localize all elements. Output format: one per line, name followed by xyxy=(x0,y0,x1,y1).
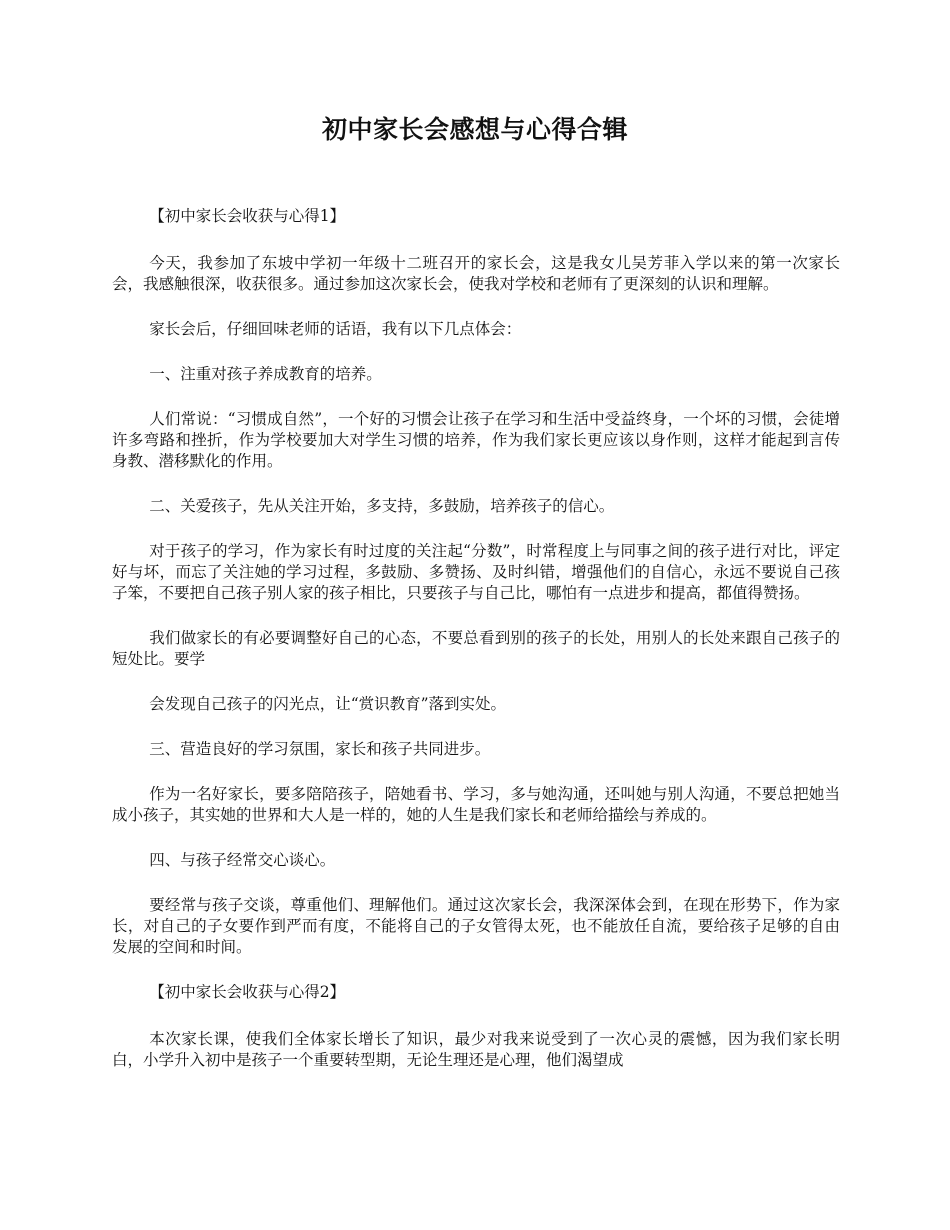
paragraph: 作为一名好家长，要多陪陪孩子，陪她看书、学习，多与她沟通，还叫她与别人沟通，不要总把她当成小孩子，其实她的世界和大人是一样的，她的人生是我们家长和老师给描绘与养成的。 xyxy=(112,785,840,824)
paragraph: 我们做家长的有必要调整好自己的心态，不要总看到别的孩子的长处，用别人的长处来跟自己孩子的短处比。要学 xyxy=(112,629,840,668)
section-heading-2: 【初中家长会收获与心得2】 xyxy=(149,983,346,1001)
paragraph: 本次家长课，使我们全体家长增长了知识，最少对我来说受到了一次心灵的震憾，因为我们家长明白，小学升入初中是孩子一个重要转型期，无论生理还是心理，他们渴望成 xyxy=(112,1030,840,1069)
paragraph: 要经常与孩子交谈，尊重他们、理解他们。通过这次家长会，我深深体会到，在现在形势下，作为家长，对自己的子女要作到严而有度，不能将自己的子女管得太死，也不能放任自流，要给孩子足够的自由发展的空间和时间。 xyxy=(112,896,840,956)
point-heading-4: 四、与孩子经常交心谈心。 xyxy=(149,851,336,869)
document-body xyxy=(112,206,840,1095)
paragraph: 人们常说：“习惯成自然”，一个好的习惯会让孩子在学习和生活中受益终身，一个坏的习惯，会徒增许多弯路和挫折，作为学校要加大对学生习惯的培养，作为我们家长更应该以身作则，这样才能起到言传身教、潜移默化的作用。 xyxy=(112,410,840,470)
paragraph: 会发现自己孩子的闪光点，让“赏识教育”落到实处。 xyxy=(149,695,507,713)
paragraph: 对于孩子的学习，作为家长有时过度的关注起“分数”，时常程度上与同事之间的孩子进行对比，评定好与坏，而忘了关注她的学习过程，多鼓励、多赞扬、及时纠错，增强他们的自信心，永远不要说自己孩子笨，不要把自己孩子别人家的孩子相比，只要孩子与自己比，哪怕有一点进步和提高，都值得赞扬。 xyxy=(112,542,840,602)
paragraph: 今天，我参加了东坡中学初一年级十二班召开的家长会，这是我女儿吴芳菲入学以来的第一次家长会，我感触很深，收获很多。通过参加这次家长会，使我对学校和老师有了更深刻的认识和理解。 xyxy=(112,254,840,293)
paragraph: 家长会后，仔细回味老师的话语，我有以下几点体会： xyxy=(149,320,522,338)
point-heading-3: 三、营造良好的学习氛围，家长和孩子共同进步。 xyxy=(149,740,491,758)
section-heading-1: 【初中家长会收获与心得1】 xyxy=(149,207,346,225)
point-heading-2: 二、关爱孩子，先从关注开始，多支持，多鼓励，培养孩子的信心。 xyxy=(149,497,615,515)
document-title: 初中家长会感想与心得合辑 xyxy=(321,115,628,144)
point-heading-1: 一、注重对孩子养成教育的培养。 xyxy=(149,365,382,383)
